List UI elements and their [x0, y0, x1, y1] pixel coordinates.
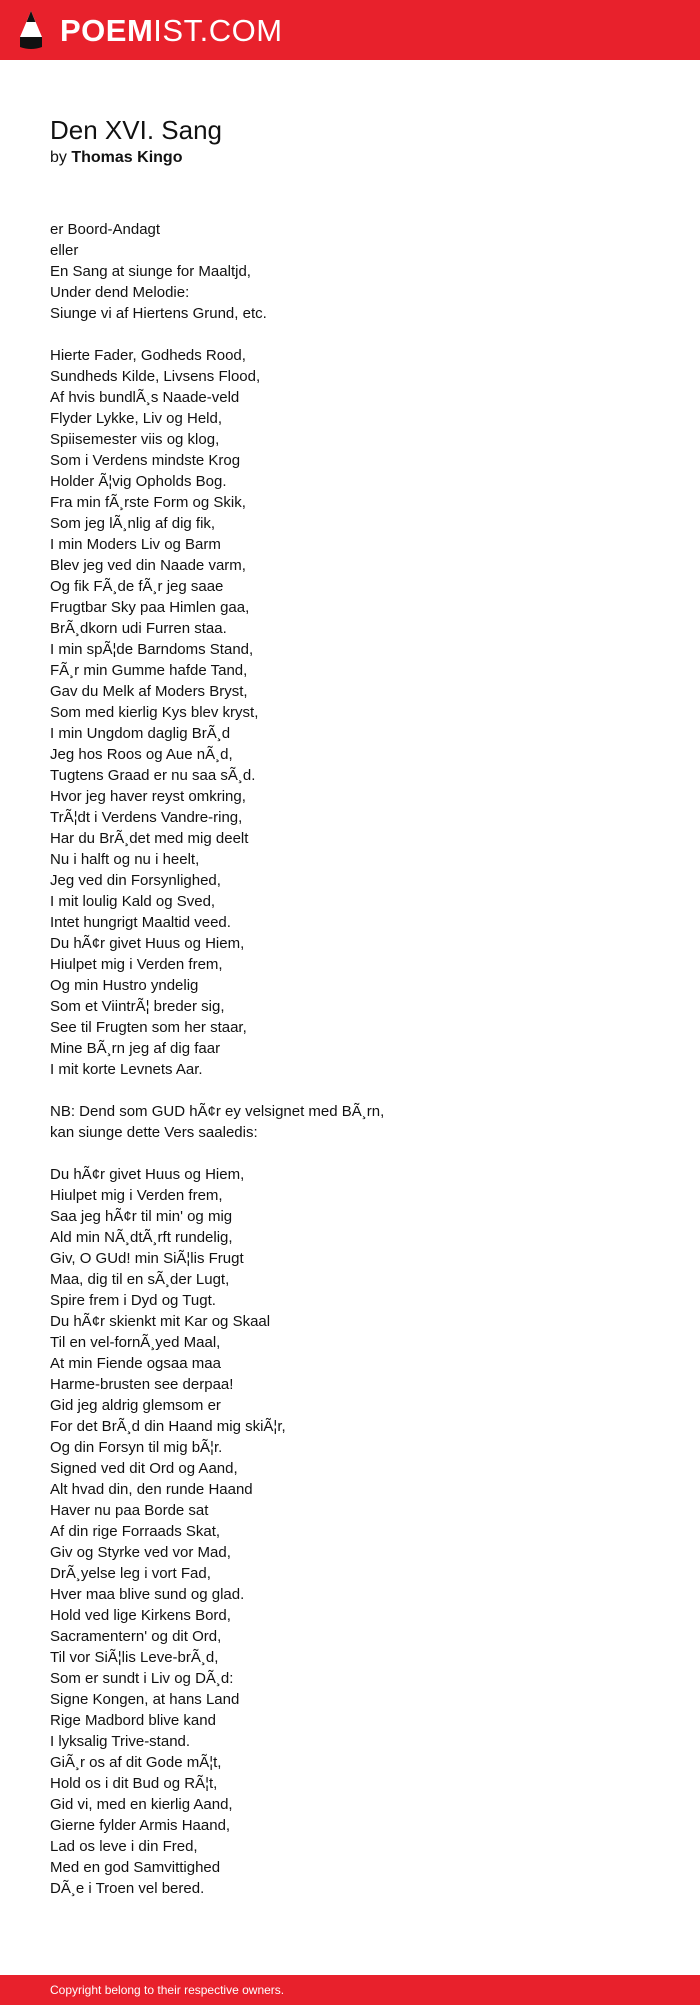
poem-line: I lyksalig Trive-stand.: [50, 1733, 191, 1750]
poem-line: Maa, dig til en sÃ¸der Lugt,: [50, 1271, 230, 1288]
poem-line: Til vor SiÃ¦lis Leve-brÃ¸d,: [50, 1649, 219, 1666]
poem-line: En Sang at siunge for Maaltjd,: [50, 263, 251, 280]
poem-line: I min Ungdom daglig BrÃ¸d: [50, 725, 231, 742]
poem-line: Siunge vi af Hiertens Grund, etc.: [50, 305, 267, 322]
site-header: [0, 0, 700, 60]
poem-line: Hierte Fader, Godheds Rood,: [50, 347, 246, 364]
poem-line: Til en vel-fornÃ¸yed Maal,: [50, 1334, 221, 1351]
logo-bold-text: POEM: [60, 12, 154, 48]
poem-line: Du hÃ¢r skienkt mit Kar og Skaal: [50, 1313, 271, 1330]
poem-line: Du hÃ¢r givet Huus og Hiem,: [50, 1166, 245, 1183]
poem-line: TrÃ¦dt i Verdens Vandre-ring,: [50, 809, 243, 826]
poem-line: FÃ¸r min Gumme hafde Tand,: [50, 662, 248, 679]
poem-line: Saa jeg hÃ¢r til min' og mig: [50, 1208, 233, 1225]
poem-line: Jeg hos Roos og Aue nÃ¸d,: [50, 746, 233, 763]
poem-line: Af hvis bundlÃ¸s Naade-veld: [50, 389, 240, 406]
poem-line: er Boord-Andagt: [50, 221, 161, 238]
poem-line: Under dend Melodie:: [50, 284, 190, 301]
poem-line: Flyder Lykke, Liv og Held,: [50, 410, 223, 427]
poem-line: Gid vi, med en kierlig Aand,: [50, 1796, 233, 1813]
poem-line: Og fik FÃ¸de fÃ¸r jeg saae: [50, 578, 224, 595]
poem-body: [50, 219, 670, 1899]
poem-line: Som et ViintrÃ¦ breder sig,: [50, 998, 225, 1015]
poem-line: Hold ved lige Kirkens Bord,: [50, 1607, 231, 1624]
poem-line: Hvor jeg haver reyst omkring,: [50, 788, 246, 805]
poem-line: Ald min NÃ¸dtÃ¸rft rundelig,: [50, 1229, 233, 1246]
poem-line: Sacramentern' og dit Ord,: [50, 1628, 222, 1645]
poem-line: Med en god Samvittighed: [50, 1859, 221, 1876]
poem-line: Frugtbar Sky paa Himlen gaa,: [50, 599, 250, 616]
poem-line: Signe Kongen, at hans Land: [50, 1691, 240, 1708]
poem-line: Sundheds Kilde, Livsens Flood,: [50, 368, 261, 385]
poem-line: Nu i halft og nu i heelt,: [50, 851, 200, 868]
poem-line: Holder Ã¦vig Opholds Bog.: [50, 473, 227, 490]
poem-line: Giv, O GUd! min SiÃ¦lis Frugt: [50, 1250, 244, 1267]
stanza-break: [50, 324, 670, 345]
poem-line: Harme-brusten see derpaa!: [50, 1376, 234, 1393]
poem-line: Som med kierlig Kys blev kryst,: [50, 704, 259, 721]
poem-line: DrÃ¸yelse leg i vort Fad,: [50, 1565, 211, 1582]
stanza-break: [50, 1143, 670, 1164]
poem-line: Gid jeg aldrig glemsom er: [50, 1397, 221, 1414]
poem-line: Du hÃ¢r givet Huus og Hiem,: [50, 935, 245, 952]
poem-line: Af din rige Forraads Skat,: [50, 1523, 221, 1540]
stanza-break: [50, 1080, 670, 1101]
pencil-logo-icon[interactable]: [18, 10, 44, 50]
poem-line: Som jeg lÃ¸nlig af dig fik,: [50, 515, 216, 532]
poem-line: BrÃ¸dkorn udi Furren staa.: [50, 620, 227, 637]
poem-line: Intet hungrigt Maaltid veed.: [50, 914, 231, 931]
poem-line: Gierne fylder Armis Haand,: [50, 1817, 231, 1834]
poem-line: At min Fiende ogsaa maa: [50, 1355, 221, 1372]
poem-line: Og din Forsyn til mig bÃ¦r.: [50, 1439, 223, 1456]
poem-line: I min Moders Liv og Barm: [50, 536, 221, 553]
poem-line: DÃ¸e i Troen vel bered.: [50, 1880, 205, 1897]
poem-line: Spiisemester viis og klog,: [50, 431, 220, 448]
poem-line: Giv og Styrke ved vor Mad,: [50, 1544, 231, 1561]
site-footer: [0, 1975, 700, 2005]
poem-line: I min spÃ¦de Barndoms Stand,: [50, 641, 254, 658]
poem-line: See til Frugten som her staar,: [50, 1019, 247, 1036]
poem-line: Lad os leve i din Fred,: [50, 1838, 198, 1855]
poem-line: Haver nu paa Borde sat: [50, 1502, 209, 1519]
poem-line: Og min Hustro yndelig: [50, 977, 199, 994]
poem-line: Jeg ved din Forsynlighed,: [50, 872, 221, 889]
poem-line: NB: Dend som GUD hÃ¢r ey velsignet med BÃ¸rn,: [50, 1103, 385, 1120]
by-label: by: [50, 149, 67, 166]
poem-line: GiÃ¸r os af dit Gode mÃ¦t,: [50, 1754, 222, 1771]
copyright-text: Copyright belong to their respective owners.: [50, 1983, 285, 1997]
poem-line: Signed ved dit Ord og Aand,: [50, 1460, 238, 1477]
poem-line: Hiulpet mig i Verden frem,: [50, 956, 223, 973]
poem-line: Som i Verdens mindste Krog: [50, 452, 241, 469]
poem-line: Tugtens Graad er nu saa sÃ¸d.: [50, 767, 256, 784]
poem-byline: [50, 147, 182, 169]
poem-line: For det BrÃ¸d din Haand mig skiÃ¦r,: [50, 1418, 286, 1435]
poem-line: eller: [50, 242, 79, 259]
poem-line: Fra min fÃ¸rste Form og Skik,: [50, 494, 246, 511]
poem-line: Blev jeg ved din Naade varm,: [50, 557, 246, 574]
poem-line: I mit korte Levnets Aar.: [50, 1061, 203, 1078]
poem-line: Hiulpet mig i Verden frem,: [50, 1187, 223, 1204]
poem-line: Mine BÃ¸rn jeg af dig faar: [50, 1040, 221, 1057]
poem-title: Den XVI. Sang: [50, 115, 222, 145]
poem-line: Hold os i dit Bud og RÃ¦t,: [50, 1775, 218, 1792]
poem-line: Hver maa blive sund og glad.: [50, 1586, 245, 1603]
site-logo[interactable]: [60, 12, 283, 48]
poem-line: Alt hvad din, den runde Haand: [50, 1481, 253, 1498]
poem-line: Gav du Melk af Moders Bryst,: [50, 683, 248, 700]
logo-light-text: IST.COM: [153, 12, 283, 48]
poem-line: kan siunge dette Vers saaledis:: [50, 1124, 258, 1141]
poem-line: I mit loulig Kald og Sved,: [50, 893, 216, 910]
poem-line: Som er sundt i Liv og DÃ¸d:: [50, 1670, 234, 1687]
poem-line: Har du BrÃ¸det med mig deelt: [50, 830, 249, 847]
poem-line: Spire frem i Dyd og Tugt.: [50, 1292, 216, 1309]
poem-line: Rige Madbord blive kand: [50, 1712, 216, 1729]
poem-author: Thomas Kingo: [71, 149, 183, 166]
